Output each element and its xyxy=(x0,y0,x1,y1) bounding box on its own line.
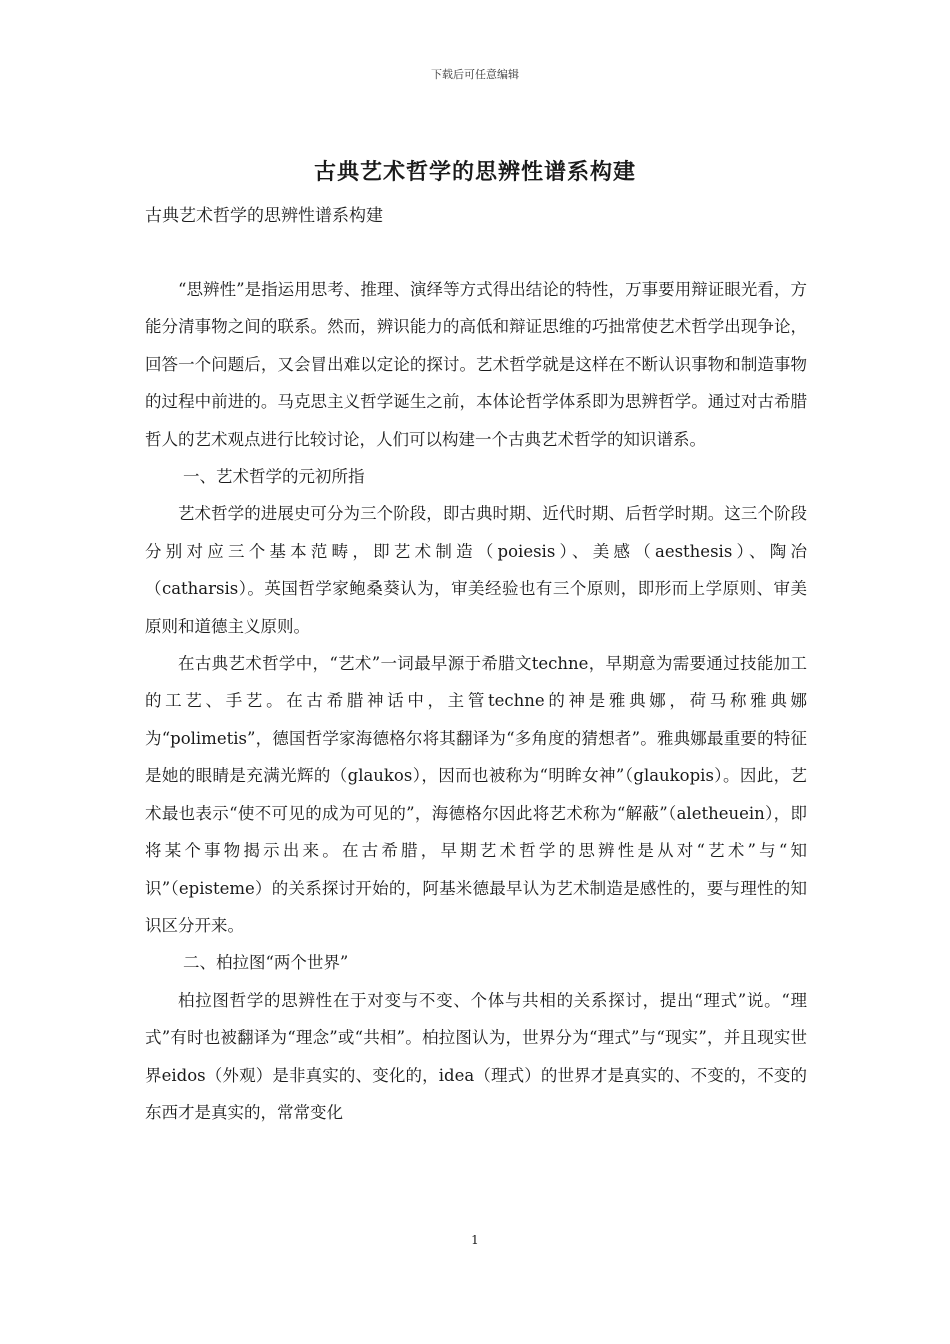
page-number: 1 xyxy=(471,1233,479,1247)
section-heading-2: 二、柏拉图“两个世界” xyxy=(182,953,349,973)
paragraph-plato: 柏拉图哲学的思辨性在于对变与不变、个体与共相的关系探讨，提出“理式”说。“理式”有时也被翻译为“理念”或“共相”。柏拉图认为，世界分为“理式”与“现实”，并且现实世界eidos（外观）是非真实的、变化的，idea（理式）的世界才是真实的、不变的，不变的东西才是真实的，常常变化 xyxy=(145,990,807,1122)
document-subtitle: 古典艺术哲学的思辨性谱系构建 xyxy=(145,206,383,226)
paragraph-stages: 艺术哲学的进展史可分为三个阶段，即古典时期、近代时期、后哲学时期。这三个阶段分别对应三个基本范畴，即艺术制造（poiesis）、美感（aesthesis）、陶冶（catharsis）。英国哲学家鲍桑葵认为，审美经验也有三个原则，即形而上学原则、审美原则和道德主义原则。 xyxy=(145,504,807,636)
page-header-note: 下载后可任意编辑 xyxy=(431,68,519,81)
paragraph-intro: “思辨性”是指运用思考、推理、演绎等方式得出结论的特性，万事要用辩证眼光看，方能分清事物之间的联系。然而，辨识能力的高低和辩证思维的巧拙常使艺术哲学出现争论，回答一个问题后，又会冒出难以定论的探讨。艺术哲学就是这样在不断认识事物和制造事物的过程中前进的。马克思主义哲学诞生之前，本体论哲学体系即为思辨哲学。通过对古希腊哲人的艺术观点进行比较讨论，人们可以构建一个古典艺术哲学的知识谱系。 xyxy=(145,280,807,449)
section-heading-1: 一、艺术哲学的元初所指 xyxy=(182,467,365,487)
document-body xyxy=(145,271,807,1131)
paragraph-techne: 在古典艺术哲学中，“艺术”一词最早源于希腊文techne，早期意为需要通过技能加工的工艺、手艺。在古希腊神话中，主管techne的神是雅典娜，荷马称雅典娜为“polimetis”，德国哲学家海德格尔将其翻译为“多角度的猜想者”。雅典娜最重要的特征是她的眼睛是充满光辉的（glaukos），因而也被称为“明眸女神”（glaukopis）。因此，艺术最也表示“使不可见的成为可见的”，海德格尔因此将艺术称为“解蔽”（aletheuein），即将某个事物揭示出来。在古希腊，早期艺术哲学的思辨性是从对“艺术”与“知识”（episteme）的关系探讨开始的，阿基米德最早认为艺术制造是感性的，要与理性的知识区分开来。 xyxy=(145,654,807,935)
document-title: 古典艺术哲学的思辨性谱系构建 xyxy=(313,159,636,185)
